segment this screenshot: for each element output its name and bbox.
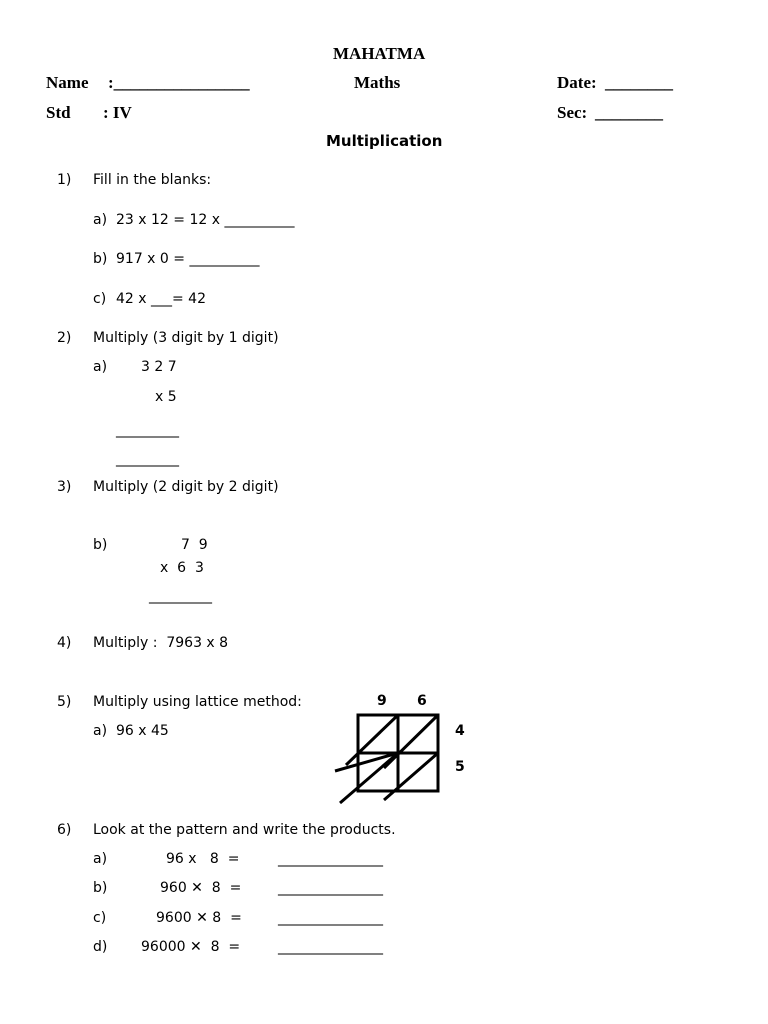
std-label: Std xyxy=(46,103,71,122)
q5-label: a) xyxy=(93,723,108,739)
date-label: Date: xyxy=(557,73,597,92)
q6-item-d-label: d) xyxy=(93,939,108,955)
name-field: :________________ xyxy=(108,73,250,92)
worksheet-title: Multiplication xyxy=(326,132,443,150)
std-value: : IV xyxy=(103,103,132,122)
q4-text: Multiply : 7963 x 8 xyxy=(93,635,229,651)
q2-multiplier: x 5 xyxy=(155,389,177,405)
q5-problem: 96 x 45 xyxy=(116,723,169,739)
q1-item-b: 917 x 0 = __________ xyxy=(116,251,260,267)
q1-item-a: 23 x 12 = 12 x __________ xyxy=(116,212,295,228)
q3-label: b) xyxy=(93,537,108,553)
q6-item-d-expr: 96000 ✕ 8 = xyxy=(141,939,241,955)
q1-text: Fill in the blanks: xyxy=(93,172,212,188)
q2-top-number: 3 2 7 xyxy=(141,359,177,375)
q6-number: 6) xyxy=(57,822,72,838)
q6-item-c-blank: _______________ xyxy=(278,910,383,926)
lattice-top-digit-1: 9 xyxy=(377,693,387,709)
q3-multiplier: x 6 3 xyxy=(160,560,204,576)
q2-answer-line-2: _________ xyxy=(116,451,179,467)
lattice-side-digit-1: 4 xyxy=(455,723,465,739)
q6-item-a-label: a) xyxy=(93,851,108,867)
q6-item-b-expr: 960 ✕ 8 = xyxy=(160,880,242,896)
q6-item-b-label: b) xyxy=(93,880,108,896)
sec-label: Sec: xyxy=(557,103,588,122)
q2-answer-line-1: _________ xyxy=(116,422,179,438)
q6-text: Look at the pattern and write the products. xyxy=(93,822,396,838)
sec-blank: ________ xyxy=(595,103,663,122)
lattice-top-digit-2: 6 xyxy=(417,693,427,709)
q6-item-a-expr: 96 x 8 = xyxy=(166,851,240,867)
date-blank: ________ xyxy=(605,73,673,92)
q3-answer-line: _________ xyxy=(149,588,212,604)
q6-item-a-blank: _______________ xyxy=(278,851,383,867)
q6-item-c-expr: 9600 ✕ 8 = xyxy=(156,910,242,926)
subject-label: Maths xyxy=(354,73,401,92)
q1-item-c-label: c) xyxy=(93,291,107,307)
lattice-diagonal-1 xyxy=(346,715,398,765)
name-label: Name xyxy=(46,73,89,92)
q3-text: Multiply (2 digit by 2 digit) xyxy=(93,479,279,495)
q6-item-d-blank: _______________ xyxy=(278,939,383,955)
q6-item-c-label: c) xyxy=(93,910,107,926)
q2-number: 2) xyxy=(57,330,72,346)
q2-text: Multiply (3 digit by 1 digit) xyxy=(93,330,279,346)
q5-text: Multiply using lattice method: xyxy=(93,694,302,710)
q3-top-number: 7 9 xyxy=(181,537,208,553)
q6-item-b-blank: _______________ xyxy=(278,880,383,896)
q2-label: a) xyxy=(93,359,108,375)
q1-number: 1) xyxy=(57,172,72,188)
q1-item-c: 42 x ___= 42 xyxy=(116,291,206,307)
q4-number: 4) xyxy=(57,635,72,651)
school-name: MAHATMA xyxy=(333,44,426,63)
q3-number: 3) xyxy=(57,479,72,495)
q1-item-a-label: a) xyxy=(93,212,108,228)
q5-number: 5) xyxy=(57,694,72,710)
lattice-grid xyxy=(330,710,445,805)
lattice-side-digit-2: 5 xyxy=(455,759,465,775)
q1-item-b-label: b) xyxy=(93,251,108,267)
